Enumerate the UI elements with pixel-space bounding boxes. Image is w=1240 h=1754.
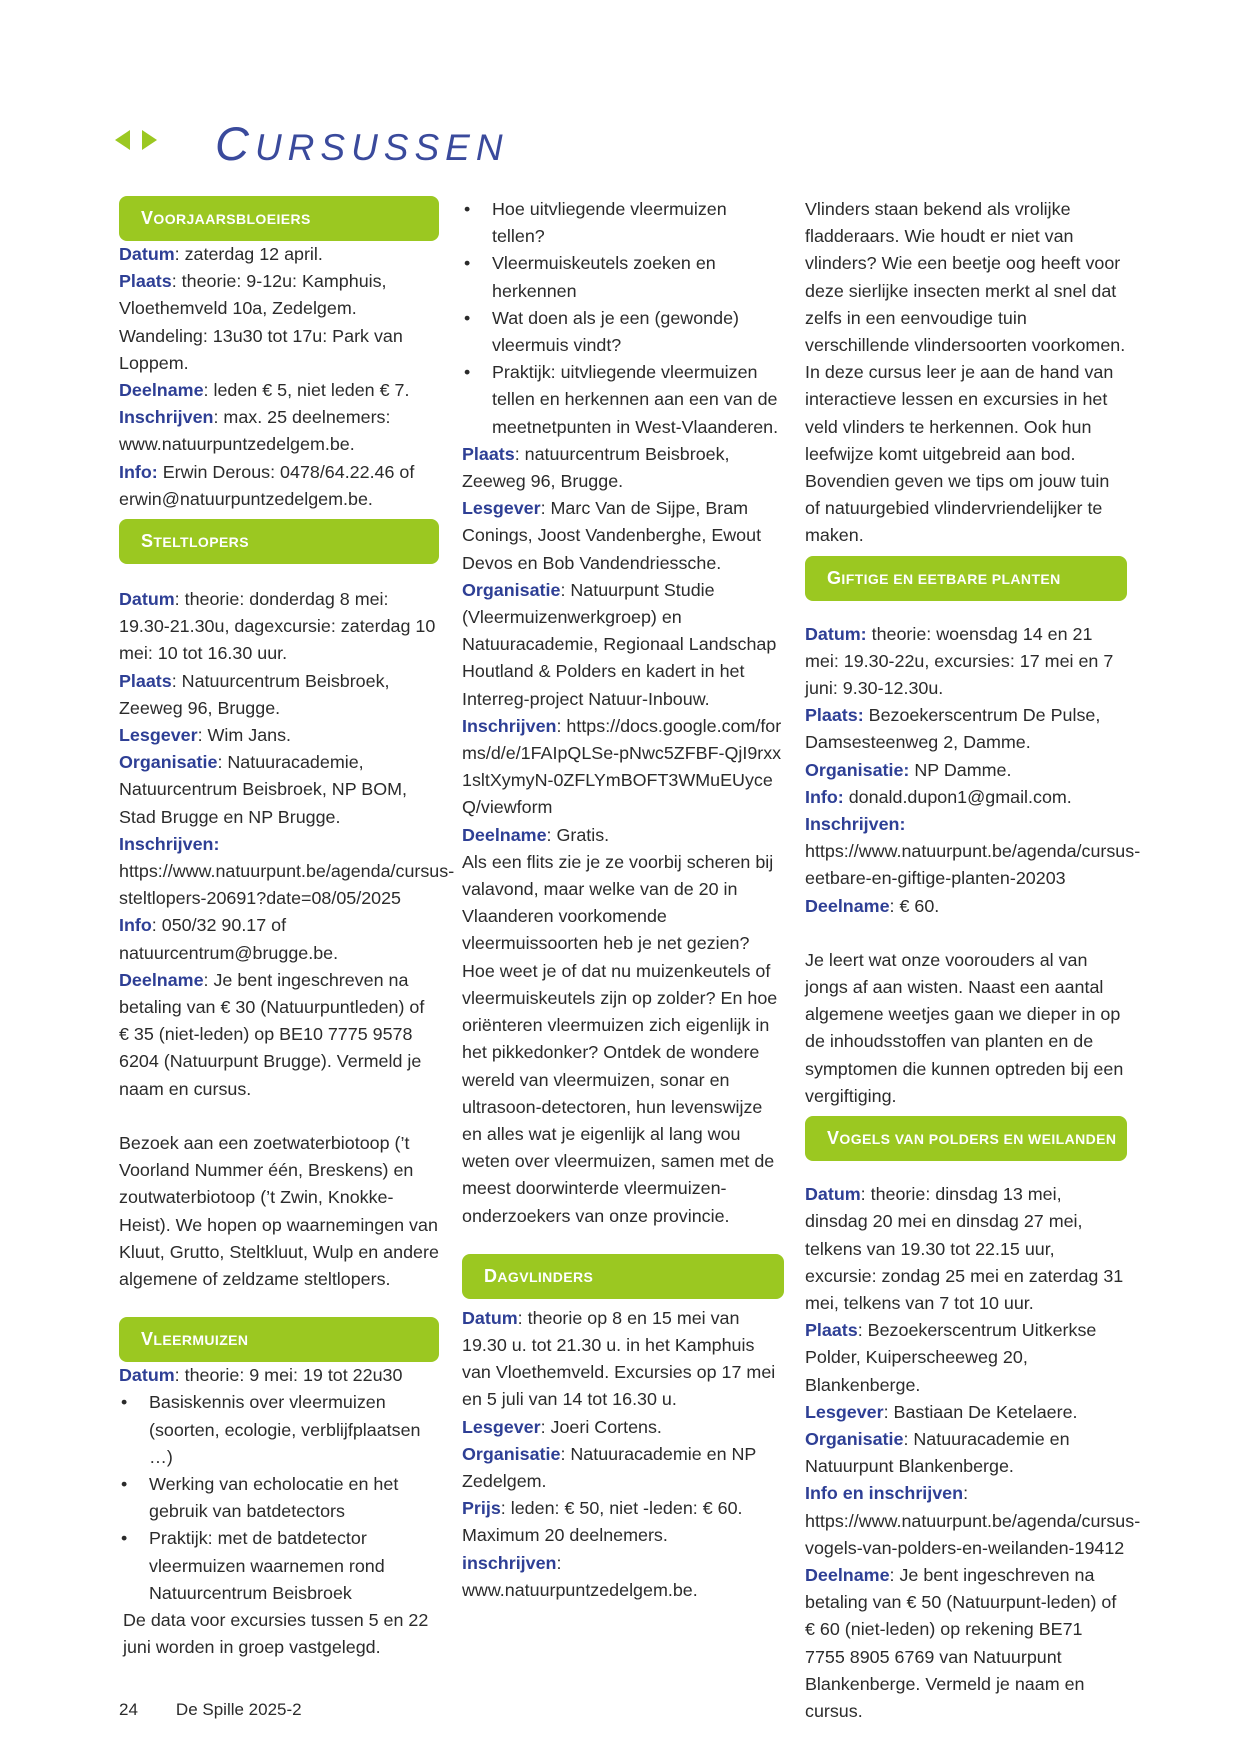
- page-footer: [119, 1700, 302, 1720]
- list-item: • Basiskennis over vleermuizen (soorten, ecologie, verblijfplaatsen …): [119, 1389, 439, 1471]
- dagvlinders-inschrijven: inschrijven: www.natuurpuntzedelgem.be.: [462, 1552, 698, 1600]
- dagvlinders-datum: Datum: theorie op 8 en 15 mei van 19.30 u. tot 21.30 u. in het Kamphuis van Vloethemveld. Excursies op 17 mei en 5 juli van 14 tot 16.30 u.: [462, 1307, 776, 1410]
- vogels-lesgever: Lesgever: Bastiaan De Ketelaere.: [805, 1401, 1078, 1422]
- section-heading-vleermuizen: VLEERMUIZEN: [119, 1317, 439, 1362]
- steltlopers-datum: Datum: theorie: donderdag 8 mei: 19.30-21.30u, dagexcursie: zaterdag 10 mei: 10 tot 16.30 uur.: [119, 589, 436, 664]
- steltlopers-deelname: Deelname: Je bent ingeschreven na betaling van € 30 (Natuurpuntleden) of € 35 (niet-leden) op BE10 7775 9578 6204 (Natuurpunt Brugge). Vermeld je naam en cursus.: [119, 969, 425, 1099]
- list-item: • Praktijk: uitvliegende vleermuizen tellen en herkennen aan een van de meetnetpunten in West-Vlaanderen.: [462, 359, 784, 441]
- steltlopers-description: Bezoek aan een zoetwaterbiotoop (’t Voorland Nummer één, Breskens) en zoutwaterbiotoop (’t Zwin, Knokke-Heist). We hopen op waarnemingen van Kluut, Grutto, Steltkluut, Wulp en andere algemene of zeldzame steltlopers.: [119, 1132, 439, 1289]
- voorjaarsbloeiers-info: Info: Erwin Derous: 0478/64.22.46 of erwin@natuurpuntzedelgem.be.: [119, 461, 415, 509]
- vleermuizen-organisatie: Organisatie: Natuurpunt Studie (Vleermuizenwerkgroep) en Natuuracademie, Regionaal Landschap Houtland & Polders en kadert in het Interreg-project Natuur-Inbouw.: [462, 579, 777, 709]
- steltlopers-info: Info: 050/32 90.17 of natuurcentrum@brugge.be.: [119, 915, 339, 963]
- dagvlinders-lesgever: Lesgever: Joeri Cortens.: [462, 1416, 662, 1437]
- section-heading-vogels: VOGELS VAN POLDERS EN WEILANDEN: [805, 1116, 1127, 1161]
- giftige-info: Info: donald.dupon1@gmail.com.: [805, 786, 1072, 807]
- list-item: • Vleermuiskeutels zoeken en herkennen: [462, 250, 784, 304]
- vogels-deelname: Deelname: Je bent ingeschreven na betaling van € 50 (Natuurpunt-leden) of € 60 (niet-leden) op rekening BE71 7755 8905 6769 van Natuurpunt Blankenberge. Vermeld je naam en cursus.: [805, 1564, 1117, 1721]
- column-1: [119, 196, 455, 1661]
- voorjaarsbloeiers-deelname: Deelname: leden € 5, niet leden € 7.: [119, 380, 410, 401]
- page-number: 24: [119, 1700, 138, 1719]
- list-item: • Werking van echolocatie en het gebruik van batdetectors: [119, 1471, 439, 1525]
- dagvlinders-prijs: Prijs: leden: € 50, niet -leden: € 60. Maximum 20 deelnemers.: [462, 1498, 743, 1546]
- giftige-description: Je leert wat onze voorouders al van jongs af aan wisten. Naast een aantal algemene weetjes gaan we dieper in op de inhoudsstoffen van planten en de symptomen die kunnen optreden bij een vergiftiging.: [805, 949, 1124, 1106]
- list-item: • Praktijk: met de batdetector vleermuizen waarnemen rond Natuurcentrum Beisbroek: [119, 1525, 439, 1607]
- section-heading-giftige-planten: GIFTIGE EN EETBARE PLANTEN: [805, 556, 1127, 601]
- section-heading-dagvlinders: DAGVLINDERS: [462, 1254, 784, 1299]
- dagvlinders-description: Vlinders staan bekend als vrolijke fladderaars. Wie houdt er niet van vlinders? Wie een beetje oog heeft voor deze sierlijke insecten merkt al snel dat zelfs in een eenvoudige tuin verschillende vlindersoorten voorkomen. In deze cursus leer je aan de hand van interactieve lessen en excursies in het veld vlinders te herkennen. Ook hun leefwijze komt uitgebreid aan bod. Bovendien geven we tips om jouw tuin of natuurgebied vlindervriendelijker te maken.: [805, 199, 1126, 546]
- steltlopers-inschrijven: Inschrijven: https://www.natuurpunt.be/agenda/cursus-steltlopers-20691?date=08/05/2025: [119, 833, 455, 909]
- vleermuizen-note: De data voor excursies tussen 5 en 22 juni worden in groep vastgelegd.: [123, 1609, 429, 1658]
- vogels-plaats: Plaats: Bezoekerscentrum Uitkerkse Polder, Kuiperscheeweg 20, Blankenberge.: [805, 1320, 1097, 1395]
- voorjaarsbloeiers-datum: Datum: zaterdag 12 april.: [119, 244, 323, 264]
- list-item: • Wat doen als je een (gewonde) vleermuis vindt?: [462, 305, 784, 359]
- nav-arrows-icon: [115, 129, 157, 151]
- page-title-rest: URSUSSEN: [254, 127, 509, 168]
- column-2: [462, 196, 784, 1604]
- list-item: • Hoe uitvliegende vleermuizen tellen?: [462, 196, 784, 250]
- dagvlinders-organisatie: Organisatie: Natuuracademie en NP Zedelgem.: [462, 1443, 757, 1491]
- vleermuizen-deelname: Deelname: Gratis.: [462, 824, 610, 845]
- vleermuizen-bullets-part1: [119, 1389, 439, 1607]
- vleermuizen-lesgever: Lesgever: Marc Van de Sijpe, Bram Conings, Joost Vandenberghe, Ewout Devos en Bob Vandendriessche.: [462, 498, 762, 573]
- vogels-organisatie: Organisatie: Natuuracademie en Natuurpunt Blankenberge.: [805, 1428, 1070, 1477]
- vogels-datum: Datum: theorie: dinsdag 13 mei, dinsdag 20 mei en dinsdag 27 mei, telkens van 19.30 tot 22.15 uur, excursie: zondag 25 mei en zaterdag 31 mei, telkens van 7 tot 10 uur.: [805, 1184, 1124, 1313]
- vleermuizen-description: Als een flits zie je ze voorbij scheren bij valavond, maar welke van de 20 in Vlaanderen voorkomende vleermuissoorten heb je net gezien? Hoe weet je of dat nu muizenkeutels of vleermuiskeutels zijn op zolder? En hoe oriënteren vleermuizen zich eigenlijk in het pikkedonker? Ontdek de wondere wereld van vleermuizen, sonar en ultrasoon-detectoren, hun levenswijze en alles wat je eigenlijk al lang wou weten over vleermuizen, samen met de meest doorwinterde vleermuizen-onderzoekers van onze provincie.: [462, 851, 778, 1226]
- column-3: [805, 196, 1141, 1725]
- giftige-plaats: Plaats: Bezoekerscentrum De Pulse, Damsesteenweg 2, Damme.: [805, 705, 1101, 753]
- publication-name: De Spille 2025-2: [175, 1700, 302, 1719]
- voorjaarsbloeiers-inschrijven: Inschrijven: max. 25 deelnemers: www.natuurpuntzedelgem.be.: [119, 407, 391, 455]
- section-heading-voorjaarsbloeiers: VOORJAARSBLOEIERS: [119, 196, 439, 241]
- page-title-initial: C: [215, 117, 255, 170]
- steltlopers-lesgever: Lesgever: Wim Jans.: [119, 725, 292, 746]
- giftige-datum: Datum: theorie: woensdag 14 en 21 mei: 19.30-22u, excursies: 17 mei en 7 juni: 9.30-12.30u.: [805, 623, 1114, 699]
- page-title: [215, 116, 509, 171]
- vleermuizen-plaats: Plaats: natuurcentrum Beisbroek, Zeeweg 96, Brugge.: [462, 443, 730, 492]
- vleermuizen-bullets-part2: [462, 196, 784, 441]
- vleermuizen-datum: Datum: theorie: 9 mei: 19 tot 22u30: [119, 1365, 403, 1386]
- vleermuizen-inschrijven: Inschrijven: https://docs.google.com/forms/d/e/1FAIpQLSe-pNwc5ZFBF-QjI9rxx1sltXymyN-0ZFLYmBOFT3WMuEUyceQ/viewform: [462, 715, 782, 818]
- giftige-inschrijven: Inschrijven: https://www.natuurpunt.be/agenda/cursus-eetbare-en-giftige-planten-20203: [805, 814, 1141, 889]
- giftige-organisatie: Organisatie: NP Damme.: [805, 759, 1012, 780]
- steltlopers-plaats: Plaats: Natuurcentrum Beisbroek, Zeeweg 96, Brugge.: [119, 670, 390, 718]
- section-heading-steltlopers: STELTLOPERS: [119, 519, 439, 564]
- giftige-deelname: Deelname: € 60.: [805, 895, 940, 916]
- steltlopers-organisatie: Organisatie: Natuuracademie, Natuurcentrum Beisbroek, NP BOM, Stad Brugge en NP Brugge.: [119, 752, 408, 827]
- page-header: [115, 118, 715, 168]
- vogels-info: Info en inschrijven: https://www.natuurpunt.be/agenda/cursus-vogels-van-polders-en-weilanden-19412: [805, 1483, 1141, 1558]
- voorjaarsbloeiers-plaats: Plaats: theorie: 9-12u: Kamphuis, Vloethemveld 10a, Zedelgem. Wandeling: 13u30 tot 17u: Park van Loppem.: [119, 271, 403, 373]
